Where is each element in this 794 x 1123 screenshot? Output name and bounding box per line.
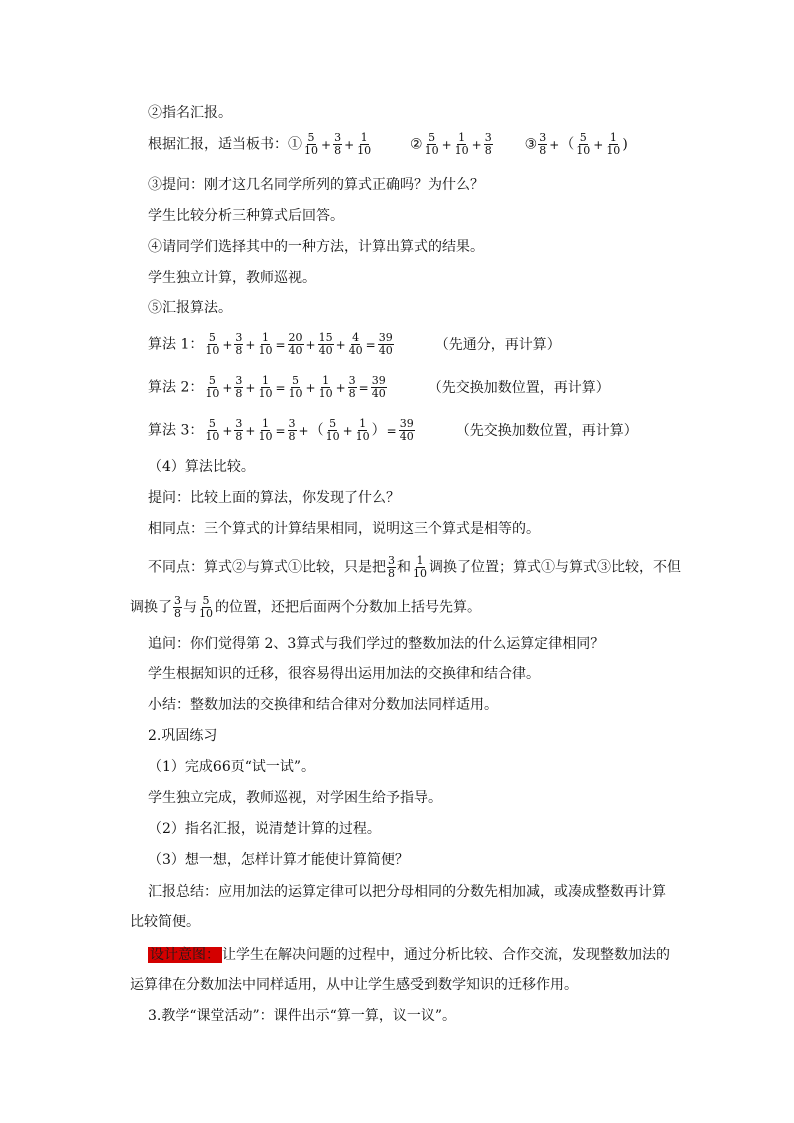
heading-practice: 2.巩固练习: [148, 728, 218, 744]
para-ask-findings: 提问：比较上面的算法，你发现了什么？: [148, 490, 400, 506]
fraction: $\frac{1}{10}$: [357, 131, 372, 157]
fraction: $\frac{5}{10}$: [304, 131, 318, 157]
design-intent-tag: 设计意图：: [150, 947, 220, 963]
heading-class-activity: 3.教学“课堂活动”：课件出示“算一算，议一议”。: [148, 1008, 456, 1024]
fraction: $\frac{3}{8}$: [484, 131, 492, 157]
board-writing: 根据汇报，适当板书：① $\frac{5}{10}$ + $\frac{3}{8}$ + $\frac{1}{10}$ ② $\frac{5}{10}$ + $\frac{1}{10}$ + $\frac{3}{8}$ ③ $\frac{3}{8}$ +（ $\frac{5}{10}$ + $\frac{1}{10}$ ): [148, 131, 628, 157]
fraction: $\frac{5}{10}$: [424, 131, 439, 157]
algorithm-3: 算法 3： $\frac{5}{10}$ + $\frac{3}{8}$ + $\frac{1}{10}$ = $\frac{3}{8}$ +（ $\frac{5}{10}$ + $\frac{1}{10}$ ）= $\frac{39}{40}$ （先交换加数位置，再计算）: [148, 417, 638, 443]
para-follow-up: 追问：你们觉得第 2、3算式与我们学过的整数加法的什么运算定律相同？: [148, 636, 605, 652]
para-difference-2: 调换了 $\frac{3}{8}$ 与 $\frac{5}{10}$ 的位置，还把后面两个分数加上括号先算。: [130, 594, 481, 620]
algorithm-2: 算法 2： $\frac{5}{10}$ + $\frac{3}{8}$ + $\frac{1}{10}$ = $\frac{5}{10}$ + $\frac{1}{10}$ + $\frac{3}{8}$ = $\frac{39}{40}$ （先交换加数位置，再计算）: [148, 374, 610, 400]
para-explain: （2）指名汇报，说清楚计算的过程。: [148, 821, 381, 837]
para-think: （3）想一想，怎样计算才能使计算简便？: [148, 852, 409, 868]
para-try-it: （1）完成66页“试一试”。: [148, 759, 316, 775]
para-difference-1: 不同点：算式②与算式①比较，只是把 $\frac{3}{8}$ 和 $\frac{1}{10}$ 调换了位置；算式①与算式③比较，不但: [148, 554, 681, 580]
para-choose-method: ④请同学们选择其中的一种方法，计算出算式的结果。: [148, 239, 484, 255]
para-report-summary: 汇报总结：应用加法的运算定律可以把分母相同的分数先相加减，或凑成整数再计算比较简便。: [130, 884, 666, 930]
para-similarity: 相同点：三个算式的计算结果相同，说明这三个算式是相等的。: [148, 521, 540, 537]
fraction: $\frac{1}{10}$: [606, 131, 621, 157]
para-question: ③提问：刚才这几名同学所列的算式正确吗？为什么？: [148, 177, 484, 193]
para-report: ②指名汇报。: [148, 105, 232, 121]
para-student-calc: 学生独立计算，教师巡视。: [148, 270, 316, 286]
para-compare-heading: （4）算法比较。: [148, 459, 255, 475]
para-summary: 小结：整数加法的交换律和结合律对分数加法同样适用。: [148, 697, 498, 713]
para-transfer: 学生根据知识的迁移，很容易得出运用加法的交换律和结合律。: [148, 666, 540, 682]
fraction: $\frac{3}{8}$: [334, 131, 342, 157]
fraction: $\frac{1}{10}$: [454, 131, 469, 157]
fraction: $\frac{3}{8}$: [539, 131, 547, 157]
algorithm-1: 算法 1： $\frac{5}{10}$ + $\frac{3}{8}$ + $\frac{1}{10}$ = $\frac{20}{40}$ + $\frac{15}{40}$ + $\frac{4}{40}$ = $\frac{39}{40}$ （先通分，再计算）: [148, 331, 561, 357]
para-independent: 学生独立完成，教师巡视，对学困生给予指导。: [148, 790, 442, 806]
para-design-intent: 设计意图： 让学生在解决问题的过程中，通过分析比较、合作交流，发现整数加法的运算律在分数加法中同样适用，从中让学生感受到数学知识的迁移作用。: [130, 947, 670, 993]
para-student-compare: 学生比较分析三种算式后回答。: [148, 208, 344, 224]
para-report-methods: ⑤汇报算法。: [148, 300, 232, 316]
fraction: $\frac{5}{10}$: [576, 131, 591, 157]
